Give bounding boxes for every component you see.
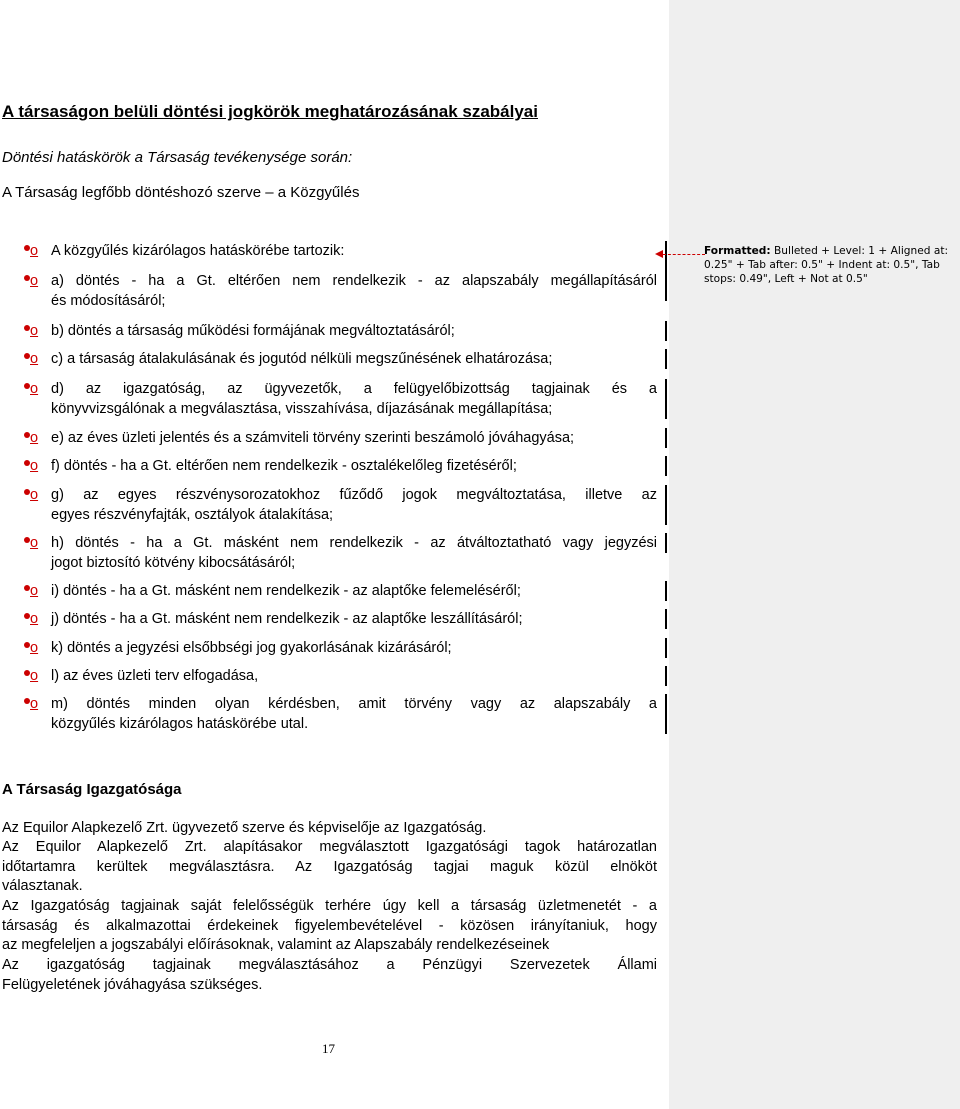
list-item-line	[27, 694, 657, 714]
list-item-text: e) az éves üzleti jelentés és a számviteli törvény szerinti beszámoló jóváhagyása;	[51, 430, 575, 446]
balloon-connector-line	[663, 254, 705, 255]
change-bar	[665, 321, 667, 341]
list-item	[27, 349, 657, 369]
bullet-marker: o	[30, 351, 39, 367]
bullet-marker: o	[30, 668, 39, 684]
paragraph-line: Az Igazgatóság tagjainak saját felelősségük terhére úgy kell a társaság üzletmenetét - a	[2, 898, 657, 914]
list-item-text: g) az egyes részvénysorozatokhoz fűződő jogok megváltoztatása, illetve az	[51, 487, 657, 503]
list-item	[27, 694, 657, 734]
list-item	[27, 485, 657, 525]
paragraph-line: társaság és alkalmazottai érdekeinek figyelembevételével - közösen irányítaniuk, hogy	[2, 917, 657, 934]
bullet-icon	[27, 666, 51, 686]
change-bar	[665, 609, 667, 629]
list-item	[27, 379, 657, 419]
balloon-label: Formatted:	[704, 245, 771, 257]
paragraph-line: Felügyeletének jóváhagyása szükséges.	[2, 976, 263, 993]
change-bar	[665, 694, 667, 734]
list-item-text: A közgyűlés kizárólagos hatáskörébe tartozik:	[51, 243, 345, 259]
change-bar	[665, 581, 667, 601]
bullet-icon	[27, 694, 51, 714]
balloon-anchor-arrow-icon	[655, 250, 663, 258]
bullet-marker: o	[30, 611, 39, 627]
document-subtitle: Döntési hatáskörök a Társaság tevékenysége során:	[2, 149, 353, 166]
list-item-line: könyvvizsgálónak a megválasztása, visszahívása, díjazásának megállapítása;	[51, 401, 553, 417]
list-item	[27, 428, 657, 448]
paragraph-line: választanak.	[2, 878, 83, 895]
bullet-marker: o	[30, 243, 39, 259]
list-item	[27, 271, 657, 311]
list-item-line	[27, 241, 657, 261]
list-item-line	[27, 638, 657, 658]
paragraph-line: időtartamra kerültek megválasztásra. Az Igazgatóság tagjai maguk közül elnököt	[2, 858, 657, 875]
bullet-marker: o	[30, 535, 39, 551]
paragraph	[2, 956, 657, 995]
bullet-marker: o	[30, 323, 39, 339]
list-item-line	[27, 666, 657, 686]
bullet-marker: o	[30, 430, 39, 446]
list-item-line: egyes részvényfajták, osztályok átalakítása;	[51, 507, 334, 523]
document-title: A társaságon belüli döntési jogkörök meghatározásának szabályai	[2, 102, 538, 121]
list-item	[27, 456, 657, 476]
change-bar	[665, 485, 667, 525]
change-bar	[665, 349, 667, 369]
change-bar	[665, 533, 667, 553]
bullet-icon	[27, 241, 51, 261]
bullet-icon	[27, 379, 51, 399]
bullet-marker: o	[30, 696, 39, 712]
list-item-text: h) döntés - ha a Gt. másként nem rendelkezik - az átváltoztatható vagy jegyzési	[51, 535, 657, 551]
list-item-text: k) döntés a jegyzési elsőbbségi jog gyakorlásának kizárásáról;	[51, 640, 452, 656]
list-item	[27, 609, 657, 629]
bullet-icon	[27, 428, 51, 448]
markup-pane	[669, 0, 960, 1109]
list-item-text: m) döntés minden olyan kérdésben, amit törvény vagy az alapszabály a	[51, 696, 657, 712]
bullet-icon	[27, 485, 51, 505]
list-item-line: jogot biztosító kötvény kibocsátásáról;	[51, 555, 296, 571]
paragraph	[2, 819, 657, 839]
bullet-icon	[27, 609, 51, 629]
list-item-line	[27, 533, 657, 553]
bullet-marker: o	[30, 381, 39, 397]
list-item	[27, 581, 657, 601]
list-item-line	[27, 349, 657, 369]
list-item-text: d) az igazgatóság, az ügyvezetők, a felügyelőbizottság tagjainak és a	[51, 381, 657, 397]
list-item	[27, 321, 657, 341]
list-item-line	[27, 581, 657, 601]
list-item	[27, 533, 657, 573]
bullet-marker: o	[30, 640, 39, 656]
section-heading-kozgyules: A Társaság legfőbb döntéshozó szerve – a Közgyűlés	[2, 184, 360, 201]
list-item-line	[27, 456, 657, 476]
section-heading-igazgatosag: A Társaság Igazgatósága	[2, 781, 182, 798]
balloon-text: Bulleted + Level: 1 + Aligned at: 0.25" + Tab after: 0.5" + Indent at: 0.5", Tab stops: 0.49", Left + Not at 0.5"	[704, 245, 949, 285]
bullet-icon	[27, 456, 51, 476]
list-item-line	[27, 379, 657, 399]
bullet-icon	[27, 533, 51, 553]
bullet-marker: o	[30, 487, 39, 503]
change-bar	[665, 666, 667, 686]
paragraph-line: Az Equilor Alapkezelő Zrt. alapításakor megválasztott Igazgatósági tagok határozatlan	[2, 839, 657, 855]
bullet-marker: o	[30, 273, 39, 289]
paragraph-line: az megfeleljen a jogszabályi előírásoknak, valamint az Alapszabály rendelkezéseinek	[2, 937, 550, 954]
list-item-line: és módosításáról;	[51, 293, 166, 309]
change-bar	[665, 638, 667, 658]
paragraph-line: Az igazgatóság tagjainak megválasztásához a Pénzügyi Szervezetek Állami	[2, 957, 657, 973]
list-item	[27, 241, 657, 261]
bullet-icon	[27, 581, 51, 601]
list-item-text: b) döntés a társaság működési formájának megváltoztatásáról;	[51, 323, 455, 339]
formatting-balloon[interactable]	[704, 244, 954, 286]
list-item-text: a) döntés - ha a Gt. eltérően nem rendelkezik - az alapszabály megállapításáról	[51, 273, 657, 289]
list-item	[27, 638, 657, 658]
list-item-text: i) döntés - ha a Gt. másként nem rendelkezik - az alaptőke felemeléséről;	[51, 583, 521, 599]
list-item-line	[27, 609, 657, 629]
paragraph-line: Az Equilor Alapkezelő Zrt. ügyvezető szerve és képviselője az Igazgatóság.	[2, 820, 487, 836]
page-number: 17	[322, 1041, 335, 1056]
bullet-icon	[27, 349, 51, 369]
list-item-text: c) a társaság átalakulásának és jogutód nélküli megszűnésének elhatározása;	[51, 351, 553, 367]
change-bar	[665, 456, 667, 476]
change-bar	[665, 241, 667, 301]
bullet-icon	[27, 271, 51, 291]
change-bar	[665, 379, 667, 419]
bullet-marker: o	[30, 458, 39, 474]
bullet-icon	[27, 638, 51, 658]
list-item-line	[27, 485, 657, 505]
change-bar	[665, 428, 667, 448]
bullet-icon	[27, 321, 51, 341]
list-item-line: közgyűlés kizárólagos hatáskörébe utal.	[51, 716, 309, 732]
bullet-marker: o	[30, 583, 39, 599]
list-item-text: l) az éves üzleti terv elfogadása,	[51, 668, 259, 684]
list-item	[27, 666, 657, 686]
paragraph	[2, 897, 657, 956]
list-item-text: f) döntés - ha a Gt. eltérően nem rendelkezik - osztalékelőleg fizetéséről;	[51, 458, 517, 474]
list-item-line	[27, 271, 657, 291]
list-item-text: j) döntés - ha a Gt. másként nem rendelkezik - az alaptőke leszállításáról;	[51, 611, 523, 627]
list-item-line	[27, 428, 657, 448]
list-item-line	[27, 321, 657, 341]
paragraph	[2, 838, 657, 897]
